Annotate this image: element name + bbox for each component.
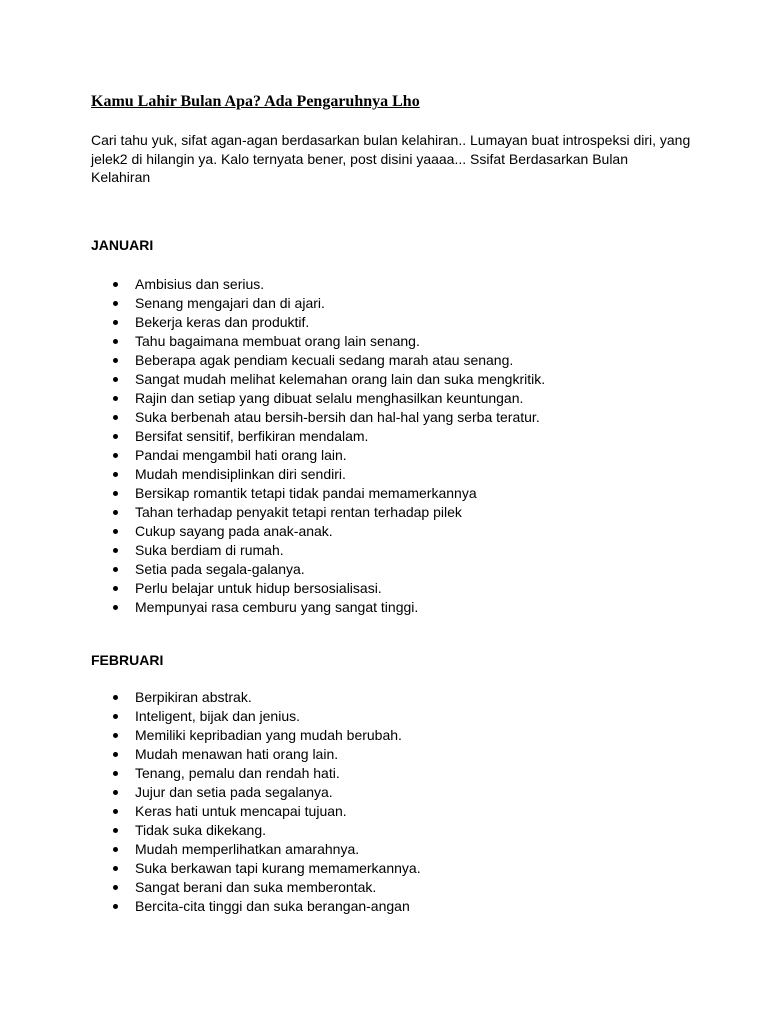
list-item-text: Sangat berani dan suka memberontak. xyxy=(135,879,377,895)
list-item xyxy=(112,408,545,427)
list-item xyxy=(112,484,545,503)
list-item xyxy=(112,541,545,560)
list-item-text: Sangat mudah melihat kelemahan orang lain dan suka mengkritik. xyxy=(135,371,546,387)
list-item xyxy=(112,446,545,465)
list-item xyxy=(112,878,421,897)
bullet-icon xyxy=(113,320,118,325)
list-item-text: Rajin dan setiap yang dibuat selalu menghasilkan keuntungan. xyxy=(135,390,524,406)
bullet-icon xyxy=(113,548,118,553)
list-item xyxy=(112,370,545,389)
intro-paragraph: Cari tahu yuk, sifat agan-agan berdasarkan bulan kelahiran.. Lumayan buat introspeksi diri, yang jelek2 di hilangin ya. Kalo ternyata bener, post disini yaaaa... Ssifat Berdasarkan Bulan Kelahiran xyxy=(91,132,691,185)
bullet-icon xyxy=(113,847,118,852)
list-item xyxy=(112,783,421,802)
list-item xyxy=(112,465,545,484)
list-item-text: Setia pada segala-galanya. xyxy=(135,561,305,577)
bullet-icon xyxy=(113,529,118,534)
list-item xyxy=(112,859,421,878)
list-item-text: Tahu bagaimana membuat orang lain senang. xyxy=(135,333,420,349)
bullet-icon xyxy=(113,866,118,871)
list-item xyxy=(112,427,545,446)
bullet-icon xyxy=(113,415,118,420)
list-item xyxy=(112,598,545,617)
bullet-icon xyxy=(113,752,118,757)
list-item xyxy=(112,275,545,294)
list-item-text: Keras hati untuk mencapai tujuan. xyxy=(135,803,347,819)
list-item-text: Suka berbenah atau bersih-bersih dan hal-hal yang serba teratur. xyxy=(135,409,540,425)
list-item xyxy=(112,821,421,840)
list-item-text: Berpikiran abstrak. xyxy=(135,689,252,705)
list-item xyxy=(112,332,545,351)
list-item xyxy=(112,688,421,707)
bullet-icon xyxy=(113,358,118,363)
list-item-text: Mudah mendisiplinkan diri sendiri. xyxy=(135,466,346,482)
bullet-icon xyxy=(113,567,118,572)
section-heading-januari: JANUARI xyxy=(91,237,154,253)
trait-list-januari xyxy=(112,275,545,617)
list-item-text: Bersikap romantik tetapi tidak pandai memamerkannya xyxy=(135,485,477,501)
list-item xyxy=(112,560,545,579)
list-item xyxy=(112,764,421,783)
list-item-text: Suka berdiam di rumah. xyxy=(135,542,284,558)
list-item xyxy=(112,579,545,598)
bullet-icon xyxy=(113,434,118,439)
bullet-icon xyxy=(113,904,118,909)
list-item-text: Mempunyai rasa cemburu yang sangat tinggi. xyxy=(135,599,419,615)
bullet-icon xyxy=(113,491,118,496)
list-item xyxy=(112,897,421,916)
list-item-text: Cukup sayang pada anak-anak. xyxy=(135,523,333,539)
bullet-icon xyxy=(113,510,118,515)
bullet-icon xyxy=(113,695,118,700)
trait-list-februari xyxy=(112,688,421,916)
bullet-icon xyxy=(113,339,118,344)
document-title: Kamu Lahir Bulan Apa? Ada Pengaruhnya Lho xyxy=(91,93,420,110)
list-item xyxy=(112,294,545,313)
list-item-text: Pandai mengambil hati orang lain. xyxy=(135,447,347,463)
list-item-text: Tidak suka dikekang. xyxy=(135,822,266,838)
list-item-text: Memiliki kepribadian yang mudah berubah. xyxy=(135,727,402,743)
list-item-text: Mudah memperlihatkan amarahnya. xyxy=(135,841,360,857)
list-item xyxy=(112,351,545,370)
list-item-text: Tahan terhadap penyakit tetapi rentan terhadap pilek xyxy=(135,504,462,520)
bullet-icon xyxy=(113,809,118,814)
list-item-text: Bercita-cita tinggi dan suka berangan-angan xyxy=(135,898,410,914)
list-item-text: Tenang, pemalu dan rendah hati. xyxy=(135,765,340,781)
bullet-icon xyxy=(113,605,118,610)
list-item xyxy=(112,389,545,408)
list-item-text: Suka berkawan tapi kurang memamerkannya. xyxy=(135,860,421,876)
list-item-text: Bekerja keras dan produktif. xyxy=(135,314,310,330)
bullet-icon xyxy=(113,714,118,719)
bullet-icon xyxy=(113,885,118,890)
list-item xyxy=(112,313,545,332)
bullet-icon xyxy=(113,453,118,458)
bullet-icon xyxy=(113,377,118,382)
list-item-text: Inteligent, bijak dan jenius. xyxy=(135,708,300,724)
list-item-text: Perlu belajar untuk hidup bersosialisasi. xyxy=(135,580,382,596)
list-item xyxy=(112,745,421,764)
list-item-text: Bersifat sensitif, berfikiran mendalam. xyxy=(135,428,369,444)
bullet-icon xyxy=(113,282,118,287)
section-heading-februari: FEBRUARI xyxy=(91,652,164,668)
list-item xyxy=(112,802,421,821)
list-item xyxy=(112,707,421,726)
bullet-icon xyxy=(113,586,118,591)
bullet-icon xyxy=(113,790,118,795)
list-item-text: Jujur dan setia pada segalanya. xyxy=(135,784,333,800)
bullet-icon xyxy=(113,733,118,738)
bullet-icon xyxy=(113,828,118,833)
list-item-text: Beberapa agak pendiam kecuali sedang marah atau senang. xyxy=(135,352,514,368)
bullet-icon xyxy=(113,301,118,306)
bullet-icon xyxy=(113,472,118,477)
bullet-icon xyxy=(113,771,118,776)
list-item xyxy=(112,522,545,541)
list-item-text: Senang mengajari dan di ajari. xyxy=(135,295,325,311)
list-item xyxy=(112,840,421,859)
list-item xyxy=(112,726,421,745)
list-item xyxy=(112,503,545,522)
bullet-icon xyxy=(113,396,118,401)
list-item-text: Mudah menawan hati orang lain. xyxy=(135,746,339,762)
list-item-text: Ambisius dan serius. xyxy=(135,276,265,292)
